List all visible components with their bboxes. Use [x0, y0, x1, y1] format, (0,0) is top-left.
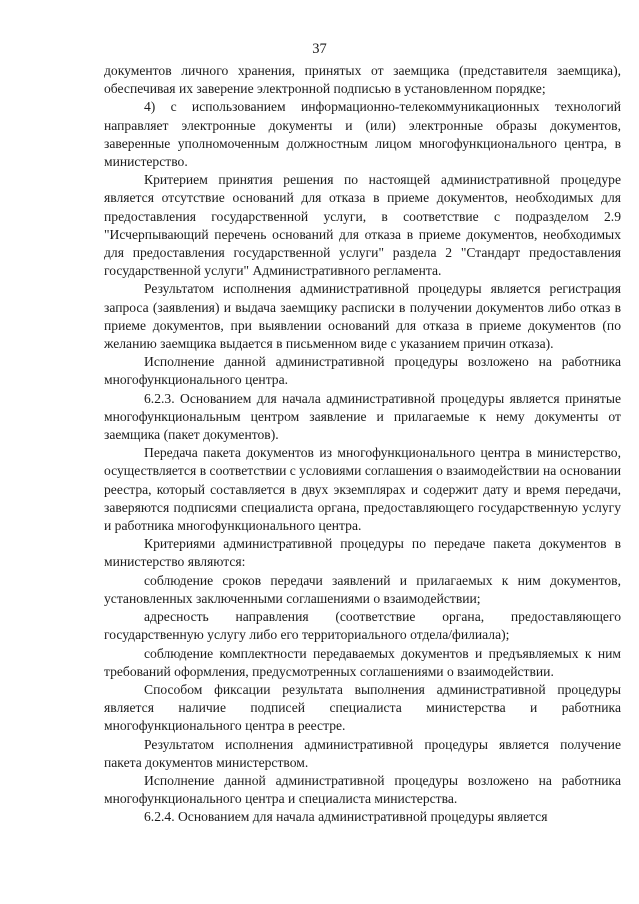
- paragraph: документов личного хранения, принятых от заемщика (представителя заемщика), обеспечивая их заверение электронной подписью в установленном порядке;: [104, 63, 621, 97]
- document-body: [104, 62, 621, 827]
- paragraph: Исполнение данной административной процедуры возложено на работника многофункционального центра и специалиста министерства.: [104, 772, 621, 807]
- paragraph: Критериями административной процедуры по передаче пакета документов в министерство являются:: [104, 536, 621, 570]
- paragraph: адресность направления (соответствие органа, предоставляющего государственную услугу либо его территориального отдела/филиала);: [104, 609, 621, 643]
- paragraph: 6.2.4. Основанием для начала административной процедуры является: [144, 809, 548, 825]
- paragraph: соблюдение комплектности передаваемых документов и предъявляемых к ним требований оформления, предусмотренных соглашениями о взаимодействии.: [104, 645, 621, 679]
- paragraph: Исполнение данной административной процедуры возложено на работника многофункционального центра.: [104, 354, 621, 388]
- paragraph: Критерием принятия решения по настоящей административной процедуре является отсутствие оснований для отказа в приеме документов, необходимых для предоставления государственной услуги, в соответствие с подразделом 2.9 "Исчерпывающий перечень оснований для отказа в приеме документов, необходимых для предоставления государственной услуги" раздела 2 "Стандарт предоставления государственной услуги" Административного регламента.: [104, 172, 621, 279]
- paragraph: 6.2.3. Основанием для начала административной процедуры является принятые многофункциональным центром заявление и прилагаемые к нему документы от заемщика (пакет документов).: [104, 390, 621, 443]
- paragraph: Способом фиксации результата выполнения административной процедуры является наличие подписей специалиста министерства и работника многофункционального центра в реестре.: [104, 681, 621, 734]
- paragraph: 4) с использованием информационно-телекоммуникационных технологий направляет электронные документы и (или) электронные образы документов, заверенные уполномоченным должностным лицом многофункционального центра, в министерство.: [104, 99, 621, 170]
- paragraph: Результатом исполнения административной процедуры является регистрация запроса (заявления) и выдача заемщику расписки в получении документов либо отказ в приеме документов, при выявлении оснований для отказа в приеме документов (по желанию заемщика выдается в письменном виде с указанием причин отказа).: [104, 281, 621, 352]
- paragraph: соблюдение сроков передачи заявлений и прилагаемых к ним документов, установленных заключенными соглашениями о взаимодействии;: [104, 572, 621, 606]
- paragraph: Результатом исполнения административной процедуры является получение пакета документов министерством.: [104, 736, 621, 770]
- paragraph: Передача пакета документов из многофункционального центра в министерство, осуществляется в соответствии с условиями соглашения о взаимодействии на основании реестра, который составляется в двух экземплярах и содержит дату и время передачи, заверяются подписями специалиста органа, предоставляющего государственную услугу и работника многофункционального центра.: [104, 445, 621, 534]
- page-number: 37: [312, 41, 327, 57]
